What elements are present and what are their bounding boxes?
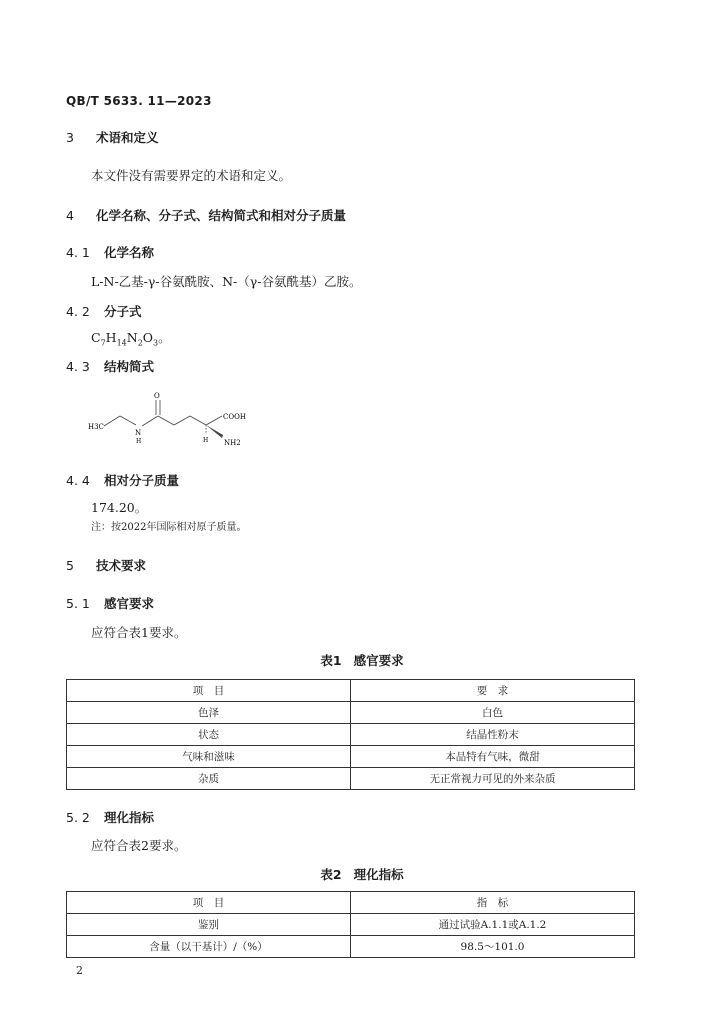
section-title: 技术要求 [96, 558, 147, 573]
section-4-4-heading [66, 471, 179, 489]
label-n: N [135, 429, 142, 437]
molecular-mass: 174.20。 [91, 500, 148, 515]
section-3-heading [66, 128, 159, 146]
table-cell: 状态 [67, 724, 351, 746]
section-5-heading [66, 556, 146, 574]
table-cell: 色泽 [67, 702, 351, 724]
table-row [67, 768, 635, 790]
section-title: 分子式 [104, 304, 142, 319]
standard-code: QB/T 5633. 11—2023 [66, 94, 212, 108]
column-header: 指 标 [351, 892, 635, 914]
note: 注：按2022年国际相对原子质量。 [91, 522, 247, 533]
formula-c: C [91, 330, 101, 345]
formula-c-count: 7 [100, 338, 106, 348]
section-4-1-heading [66, 243, 154, 261]
table-caption-title: 感官要求 [353, 653, 404, 668]
sensory-requirements-table [66, 679, 635, 790]
table-cell: 气味和滋味 [67, 746, 351, 768]
table-caption-number: 表1 [320, 653, 342, 668]
table-header-row [67, 680, 635, 702]
section-5-1-heading [66, 594, 154, 612]
section-4-heading [66, 206, 346, 224]
section-4-3-heading [66, 357, 154, 375]
label-nh2: NH2 [224, 439, 241, 447]
label-h3c: H3C [88, 423, 104, 431]
section-number: 4 [66, 208, 74, 223]
section-number: 4. 1 [66, 245, 90, 260]
section-title: 感官要求 [104, 596, 155, 611]
section-number: 4. 2 [66, 304, 90, 319]
table-row [67, 724, 635, 746]
formula-h-count: 14 [116, 338, 127, 348]
table-caption-number: 表2 [320, 867, 342, 882]
table-cell: 含量（以干基计）/（%） [67, 936, 351, 958]
table-caption-title: 理化指标 [353, 867, 404, 882]
column-header: 项 目 [67, 680, 351, 702]
section-number: 5. 2 [66, 810, 90, 825]
section-number: 4. 4 [66, 473, 90, 488]
table-row [67, 746, 635, 768]
section-title: 理化指标 [104, 810, 155, 825]
section-number: 5. 1 [66, 596, 90, 611]
table-row [67, 914, 635, 936]
section-5-2-body: 应符合表2要求。 [91, 838, 187, 853]
table-cell: 98.5～101.0 [351, 936, 635, 958]
label-nh: H [136, 438, 142, 445]
section-number: 3 [66, 130, 74, 145]
formula-o: O [142, 330, 154, 345]
table-1-caption [0, 651, 724, 669]
section-title: 相对分子质量 [104, 473, 180, 488]
molecular-formula [91, 328, 171, 348]
physicochemical-table [66, 891, 635, 958]
table-cell: 白色 [351, 702, 635, 724]
table-cell: 通过试验A.1.1或A.1.2 [351, 914, 635, 936]
table-cell: 结晶性粉末 [351, 724, 635, 746]
formula-h: H [105, 330, 117, 345]
table-header-row [67, 892, 635, 914]
structural-formula [80, 385, 280, 460]
table-cell: 杂质 [67, 768, 351, 790]
table-row [67, 936, 635, 958]
table-cell: 本品特有气味，微甜 [351, 746, 635, 768]
table-cell: 鉴别 [67, 914, 351, 936]
section-5-2-heading [66, 808, 154, 826]
wedge-bond [206, 425, 223, 438]
formula-o-count: 3 [153, 338, 159, 348]
formula-n: N [126, 330, 138, 345]
table-2-caption [0, 865, 724, 883]
column-header: 项 目 [67, 892, 351, 914]
chemical-name: L-N-乙基-γ-谷氨酰胺、N-（γ-谷氨酰基）乙胺。 [91, 274, 362, 289]
section-title: 化学名称、分子式、结构简式和相对分子质量 [96, 208, 347, 223]
section-title: 术语和定义 [96, 130, 159, 145]
formula-end: 。 [158, 330, 171, 345]
table-cell: 无正常视力可见的外来杂质 [351, 768, 635, 790]
section-title: 结构简式 [104, 359, 155, 374]
page-number: 2 [76, 964, 83, 977]
formula-n-count: 2 [137, 338, 143, 348]
section-4-2-heading [66, 302, 142, 320]
section-title: 化学名称 [104, 245, 155, 260]
label-h-stereo: H [203, 437, 209, 444]
section-number: 4. 3 [66, 359, 90, 374]
label-o: O [154, 392, 160, 400]
label-cooh: COOH [223, 413, 246, 421]
section-5-1-body: 应符合表1要求。 [91, 625, 187, 640]
section-3-body: 本文件没有需要界定的术语和定义。 [91, 168, 292, 183]
section-number: 5 [66, 558, 74, 573]
table-row [67, 702, 635, 724]
column-header: 要 求 [351, 680, 635, 702]
